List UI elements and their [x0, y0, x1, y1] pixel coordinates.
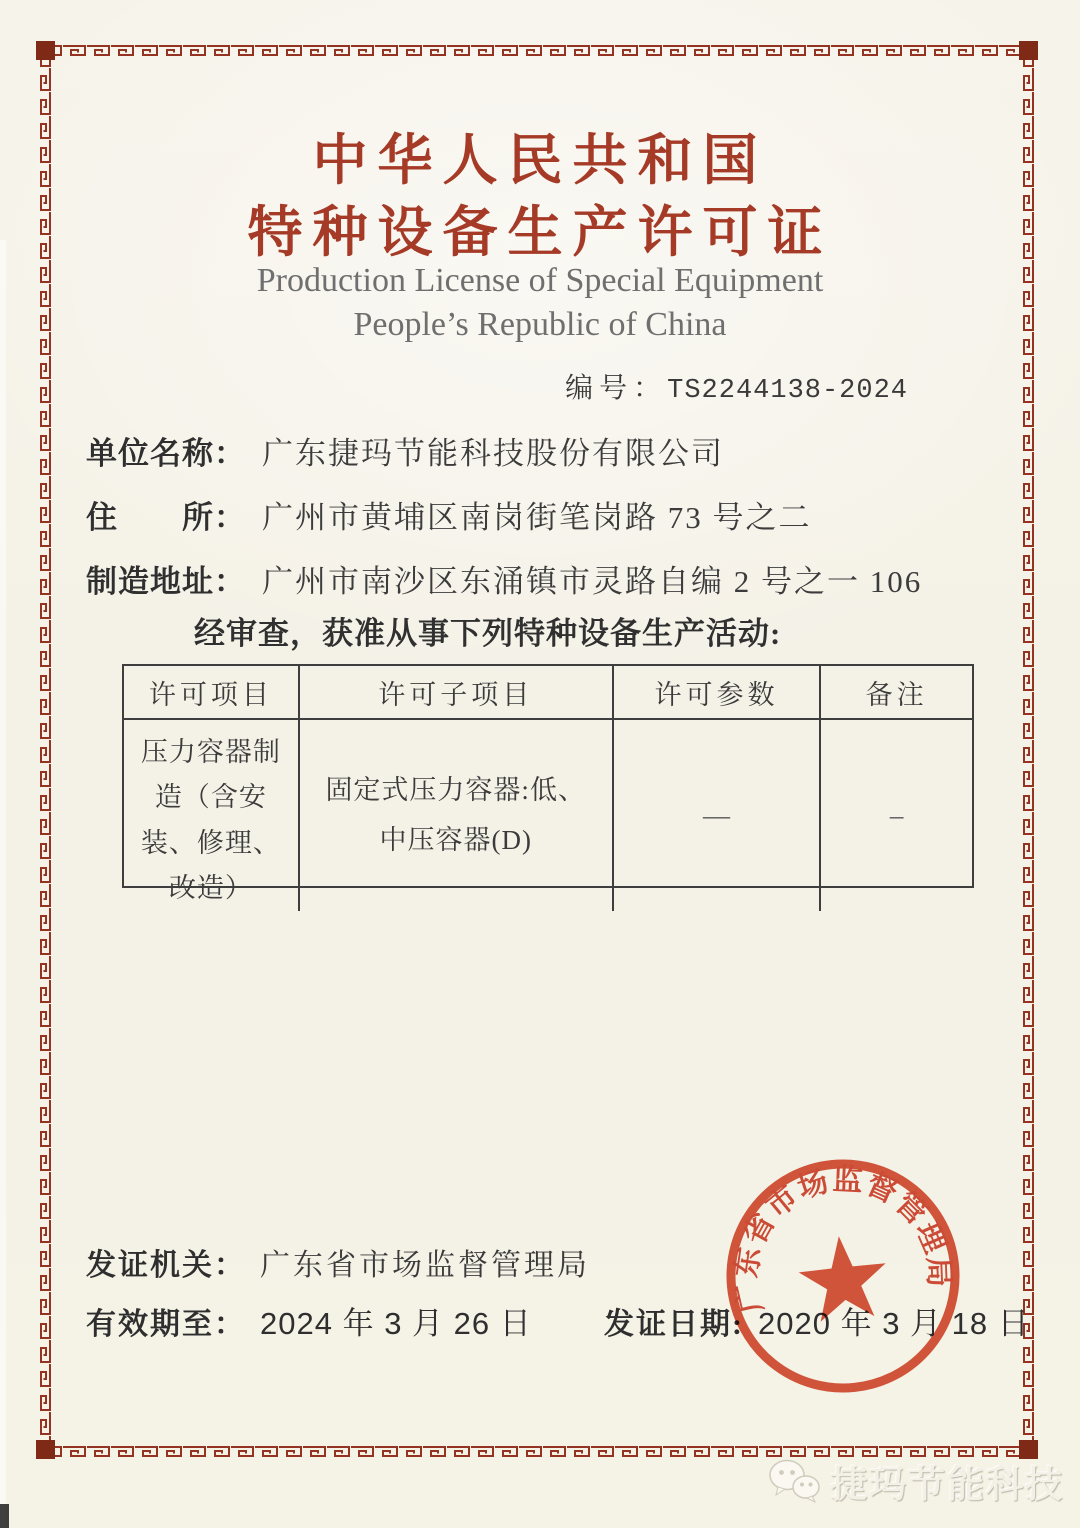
title-en-line1: Production License of Special Equipment: [256, 262, 824, 299]
license-table: [122, 664, 974, 904]
border-corner-tl: [36, 41, 55, 60]
title-en-line2: People’s Republic of China: [353, 306, 727, 343]
title-cn-line2: 特种设备生产许可证: [247, 202, 833, 263]
field-address-label: 住 所：: [86, 500, 246, 535]
border-top: [39, 44, 1035, 57]
scan-corner-artifact: [0, 1504, 9, 1528]
watermark-text: 捷玛节能科技: [830, 1464, 1064, 1505]
issue-date-label: 发证日期:: [604, 1308, 744, 1341]
field-address: [86, 492, 812, 537]
valid-until-label: 有效期至：: [86, 1308, 246, 1341]
seal-star-icon: [795, 1232, 891, 1324]
table-header-remarks: 备注: [819, 666, 972, 718]
field-company-name-label: 单位名称：: [86, 436, 246, 471]
watermark: [766, 1454, 1064, 1508]
issuing-authority-row: [86, 1240, 590, 1284]
approval-statement: 经审查，获准从事下列特种设备生产活动:: [194, 616, 782, 651]
table-header-parameters: 许可参数: [612, 666, 820, 718]
field-company-name: [86, 428, 724, 473]
table-cell-remarks: –: [819, 718, 972, 911]
title-cn-line1: 中华人民共和国: [312, 130, 768, 191]
field-address-value: 广州市黄埔区南岗街笔岗路 73 号之二: [262, 500, 812, 535]
field-manufacturing-address-value: 广州市南沙区东涌镇市灵路自编 2 号之一 106: [262, 564, 923, 599]
official-seal: [700, 1133, 986, 1419]
issuing-authority-value: 广东省市场监督管理局: [260, 1249, 590, 1282]
table-cell-sub-item: 固定式压力容器:低、中压容器(D): [298, 718, 612, 911]
wechat-icon: [766, 1457, 822, 1505]
issuing-authority-label: 发证机关：: [86, 1249, 246, 1282]
border-corner-tr: [1019, 41, 1038, 60]
scan-edge-artifact: [0, 240, 6, 1528]
field-company-name-value: 广东捷玛节能科技股份有限公司: [262, 436, 724, 471]
table-header-sub-item: 许可子项目: [298, 666, 612, 718]
valid-until-row: [86, 1298, 532, 1343]
table-cell-item: 压力容器制造（含安装、修理、改造）: [124, 718, 298, 911]
license-number-line: [565, 366, 908, 406]
seal-text: 广东省市场监督管理局: [729, 1163, 956, 1316]
field-manufacturing-address: [86, 556, 922, 601]
table-cell-parameters: —: [612, 718, 820, 911]
valid-until-value: 2024 年 3 月 26 日: [260, 1306, 532, 1341]
license-number-value: TS2244138-2024: [667, 376, 908, 406]
issue-date-value: 2020 年 3 月 18 日: [758, 1306, 1030, 1341]
border-corner-bl: [36, 1440, 55, 1459]
field-manufacturing-address-label: 制造地址：: [86, 564, 246, 599]
table-header-item: 许可项目: [148, 679, 273, 710]
license-number-label: 编号：: [565, 373, 668, 404]
